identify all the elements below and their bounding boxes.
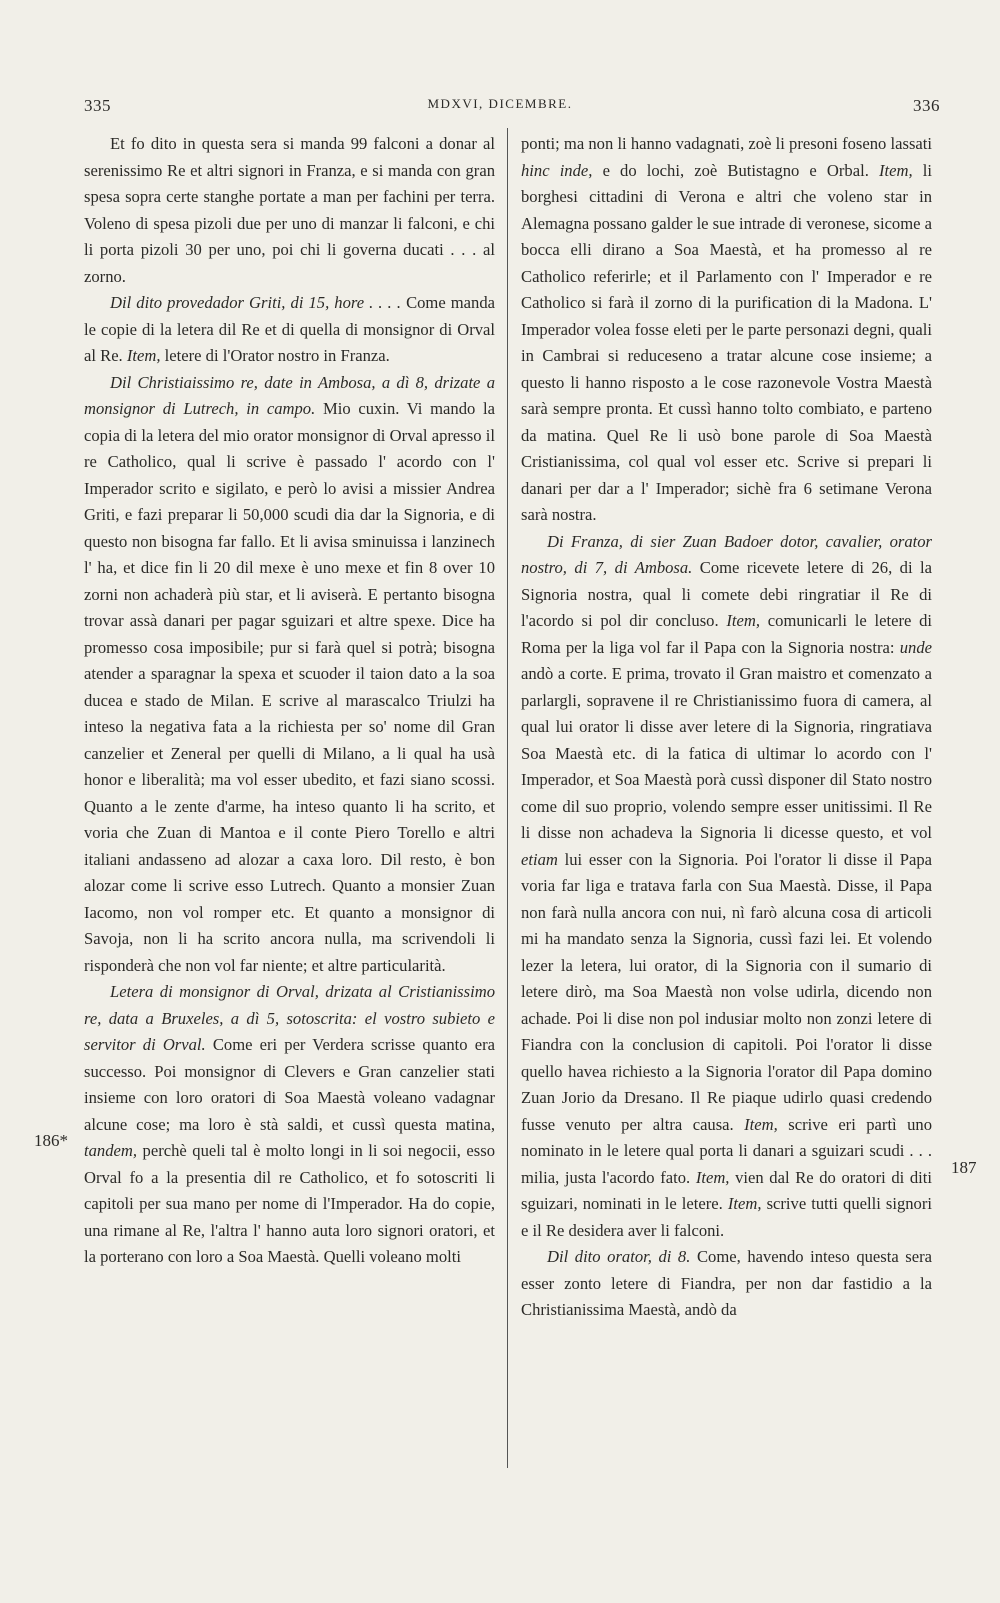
paragraph-text: Come, havendo inteso questa sera esser zonto letere di Fiandra, per non dar fastidio a la Christianissima Maestà, andò da xyxy=(521,1247,932,1319)
item-word: Item, xyxy=(727,1194,762,1213)
paragraph-text: scrive tutti quelli signori e il Re desidera aver li falconi. xyxy=(521,1194,932,1240)
paragraph-text: ponti; ma non li hanno vadagnati, zoè li presoni foseno lassati xyxy=(521,134,932,153)
paragraph-text: li borghesi cittadini di Verona e altri che voleno star in Alemagna possano galder le sue intrade di veronese, sicome a bocca elli dirano a Soa Maestà, et ha promesso al re Catholico referirle; et il Parlamento con l' Imperador e re Catholico si farà il zorno di la purification di la Madona. L' Imperador volea fosse eleti per le parte personazi degni, quali in Cambrai si reduceseno a tratar alcune cose insieme; a questo li hanno risposto a le cose razonevole Vostra Maestà sarà sempre pronta. Et cussì hanno tolto combiato, e parteno da matina. Quel Re li usò bone parole di Soa Maestà Cristianissima, col qual vol esser etc. Scrive si prepari li danari per dar a l' Imperador; sichè fra 6 setimane Verona sarà nostra. xyxy=(521,160,933,524)
right-column xyxy=(521,131,932,1324)
latin-word: tandem, xyxy=(84,1141,137,1160)
item-word: Item, xyxy=(695,1167,730,1187)
latin-phrase: hinc inde, xyxy=(521,160,593,180)
entry-heading: Di Franza, di sier Zuan Badoer dotor, cavalier, orator nostro, di 7, di Ambosa. xyxy=(521,531,932,577)
left-page-number: 335 xyxy=(84,96,111,115)
paragraph xyxy=(84,370,495,980)
right-page-number: 336 xyxy=(913,96,940,115)
latin-word: etiam xyxy=(521,849,558,869)
left-column xyxy=(84,131,495,1271)
paragraph-text: scrive eri partì uno nominato in le letere qual porta li danari a sguizari scudi . . . milia, justa l'acordo fato. xyxy=(521,1114,932,1187)
paragraph xyxy=(84,290,495,370)
paragraph-text: Come manda le copie di la letera dil Re et di quella di monsignor di Orval al Re. xyxy=(84,293,495,365)
paragraph-text: vien dal Re do oratori di diti sguizari, nominati in le letere. xyxy=(521,1167,932,1213)
item-word: Item, xyxy=(126,346,161,365)
paragraph-text: comunicarli le letere di Roma per la liga vol far il Papa con la Signoria nostra: xyxy=(521,611,933,657)
entry-heading: Dil dito orator, di 8. xyxy=(547,1247,691,1266)
item-word: Item, xyxy=(726,611,761,630)
paragraph: Et fo dito in questa sera si manda 99 falconi a donar al serenissimo Re et altri signori in Franza, e si manda con gran spesa sopra certe stanghe portate a man per fachini per terra. Voleno di spesa pizoli due per uno di manzar li falconi, e chi li porta pizoli 30 per uno, poi chi li governa ducati . . . al zorno. xyxy=(84,134,495,286)
column-divider xyxy=(507,128,508,1468)
paragraph-text: Come ricevete letere di 26, di la Signoria nostra, qual li comete debi ringratiar il Re di l'acordo si pol dir concluso. xyxy=(521,558,932,630)
entry-heading: Letera di monsignor di Orval, drizata al Cristianissimo re, data a Bruxeles, a dì 5, sotoscrita: el vostro subieto e servitor di Orval. xyxy=(84,982,495,1054)
item-word: Item, xyxy=(879,160,913,180)
paragraph-text: Come eri per Verdera scrisse quanto era successo. Poi monsignor di Clevers e Gran canzelier stati insieme con loro oratori di Soa Maestà voleano vadagnar alcune cose; ma loro è stà saldi, et cussì questa matina, xyxy=(84,1035,495,1134)
paragraph-text: lui esser con la Signoria. Poi l'orator li disse il Papa voria far liga e tratava farla con Sua Maestà. Disse, il Papa non farà nulla ancora con nui, nì farò alcuna cosa di articoli mi ha mandato senza la Signoria, cussì fazi lei. Et volendo lezer la letera, lui orator, di la Signoria con il sumario di letere dirò, ma Soa Maestà non volse udirla, dicendo non achade. Poi li dise non pol indusiar molto non zonzi letere di Fiandra con la conclusion di capitoli. Poi l'orator li disse quello havea richiesto a la Signoria l'orator dil Papa domino Zuan Jorio da Dresano. Il Re piaque udirlo quasi credendo fusse venuto per altra causa. xyxy=(521,849,932,1134)
margin-note-right: 187 xyxy=(951,1158,977,1177)
paragraph-text: perchè queli tal è molto longi in li soi negocii, esso Orval fo a la presentia dil re Catholico, et fo sotoscriti li capitoli per sua mano per nome di l'Imperador. Ha do copie, una rimane al Re, l'altra l' hanno auta loro signori oratori, et la porterano con loro a Soa Maestà. Quelli voleano molti xyxy=(84,1141,495,1266)
entry-heading: Dil Christiaissimo re, date in Ambosa, a dì 8, drizate a monsignor di Lutrech, in campo. xyxy=(84,372,495,418)
paragraph xyxy=(521,1244,932,1324)
running-header: MDXVI, DICEMBRE. xyxy=(427,96,573,111)
paragraph-text: Mio cuxin. Vi mando la copia di la letera del mio orator monsignor di Orval apresso il re Catholico, qual li scrive è passado l' acordo con l' Imperador scrito e sigilato, e però lo avisi a missier Andrea Griti, e fazi preparar li 50,000 scudi dia dar la Signoria, e di questo non bisogna far fallo. Et li avisa sminuissa i lanzinech l' ha, et dice fin li 20 dil mexe è uno mexe et fin 8 over 10 zorni non achaderà più star, et li aviserà. E pertanto bisogna trovar assà danari per pagar sguizari et altre spexe. Dice ha promesso cosa imposibile; pur si farà quel si potrà; bisogna atender a sparagnar la spexa et scuoder il taion dato a la soa ducea e stado de Milan. E scrive al marascalco Triulzi ha inteso la negativa fata a la richiesta per so' nome dil Gran canzelier et Zeneral per quelli di Milano, a li qual ha usà honor e liberalità; ma vol esser ubedito, et fazi siano scossi. Quanto a le zente d'arme, ha inteso quanto li ha scrito, et voria che Zuan di Mantoa e il conte Piero Torello e altri italiani andasseno ad alozar a caxa loro. Dil resto, è bon alozar come li scrive esso Lutrech. Quanto a monsier Zuan Iacomo, non vol romper etc. Et quanto a monsignor di Savoja, non li ha scrito ancora nulla, ma scrivendoli li risponderà che non vol far niente; et altre particularità. xyxy=(84,399,495,975)
latin-word: unde xyxy=(899,637,932,657)
paragraph-text: letere di l'Orator nostro in Franza. xyxy=(164,346,390,365)
paragraph xyxy=(521,529,932,1245)
paragraph-text: e do lochi, zoè Butistagno e Orbal. xyxy=(602,160,869,180)
item-word: Item, xyxy=(744,1114,778,1134)
paragraph-text: andò a corte. E prima, trovato il Gran maistro et comenzato a parlargli, sopravene il re Christianissimo fuora di camera, al qual lui orator li disse aver letere di la Signoria, ringratiava Soa Maestà etc. di la fatica di ultimar lo acordo con l' Imperador, et Soa Maestà porà cussì disponer dil Stato nostro come dil suo proprio, volendo sempre esser unitissimi. Il Re li disse non achadeva la Signoria li dicesse questo, et vol xyxy=(521,664,932,842)
paragraph xyxy=(84,979,495,1271)
paragraph xyxy=(521,131,932,529)
margin-note-left: 186* xyxy=(34,1131,68,1150)
entry-heading: Dil dito provedador Griti, di 15, hore . . . . xyxy=(110,293,401,312)
